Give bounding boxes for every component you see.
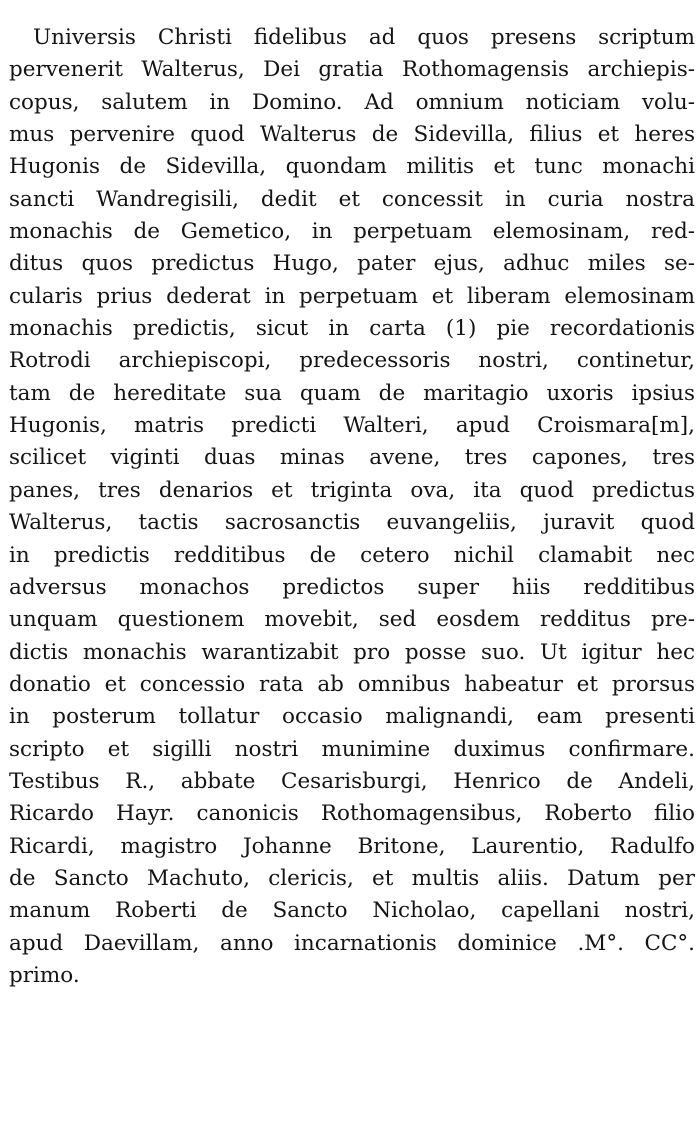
text-line: mus pervenire quod Walterus de Sidevilla, filius et heres — [9, 122, 695, 148]
text-line: in predictis redditibus de cetero nichil clamabit nec — [9, 542, 695, 568]
text-line: Walterus, tactis sacrosanctis euvangeliis, juravit quod — [9, 510, 695, 536]
text-line: unquam questionem movebit, sed eosdem redditus pre- — [9, 607, 695, 633]
text-line: Ricardo Hayr. canonicis Rothomagensibus, Roberto filio — [9, 801, 695, 827]
text-line: copus, salutem in Domino. Ad omnium noticiam volu- — [9, 89, 695, 115]
text-line: monachis de Gemetico, in perpetuam elemosinam, red- — [9, 219, 695, 245]
text-line: cularis prius dederat in perpetuam et liberam elemosinam — [9, 283, 695, 309]
text-line: adversus monachos predictos super hiis redditibus — [9, 574, 695, 600]
text-line: in posterum tollatur occasio malignandi, eam presenti — [9, 704, 695, 730]
text-line: monachis predictis, sicut in carta (1) pie recordationis — [9, 316, 695, 342]
text-line: manum Roberti de Sancto Nicholao, capellani nostri, — [9, 898, 695, 924]
text-line: tam de hereditate sua quam de maritagio uxoris ipsius — [9, 380, 695, 406]
text-line: primo. — [9, 962, 80, 988]
charter-text — [9, 22, 695, 992]
text-line: pervenerit Walterus, Dei gratia Rothomagensis archiepis- — [9, 57, 695, 83]
text-line: Universis Christi fidelibus ad quos presens scriptum — [33, 25, 695, 50]
text-line: scripto et sigilli nostri munimine duximus confirmare. — [9, 736, 695, 762]
text-line: Hugonis de Sidevilla, quondam militis et tunc monachi — [9, 154, 695, 180]
text-line: de Sancto Machuto, clericis, et multis aliis. Datum per — [9, 865, 695, 891]
text-line: Rotrodi archiepiscopi, predecessoris nostri, continetur, — [9, 348, 695, 374]
text-line: panes, tres denarios et triginta ova, ita quod predictus — [9, 477, 695, 503]
text-line: Ricardi, magistro Johanne Britone, Laurentio, Radulfo — [9, 833, 695, 859]
text-line: donatio et concessio rata ab omnibus habeatur et prorsus — [9, 671, 695, 697]
text-line: scilicet viginti duas minas avene, tres capones, tres — [9, 445, 695, 471]
text-line: ditus quos predictus Hugo, pater ejus, adhuc miles se- — [9, 251, 695, 277]
text-line: Hugonis, matris predicti Walteri, apud Croismara[m], — [9, 413, 695, 439]
text-line: Testibus R., abbate Cesarisburgi, Henrico de Andeli, — [9, 768, 695, 794]
text-line: dictis monachis warantizabit pro posse suo. Ut igitur hec — [9, 639, 695, 665]
text-line: sancti Wandregisili, dedit et concessit in curia nostra — [9, 186, 695, 212]
text-line: apud Daevillam, anno incarnationis dominice .M°. CC°. — [9, 930, 695, 956]
